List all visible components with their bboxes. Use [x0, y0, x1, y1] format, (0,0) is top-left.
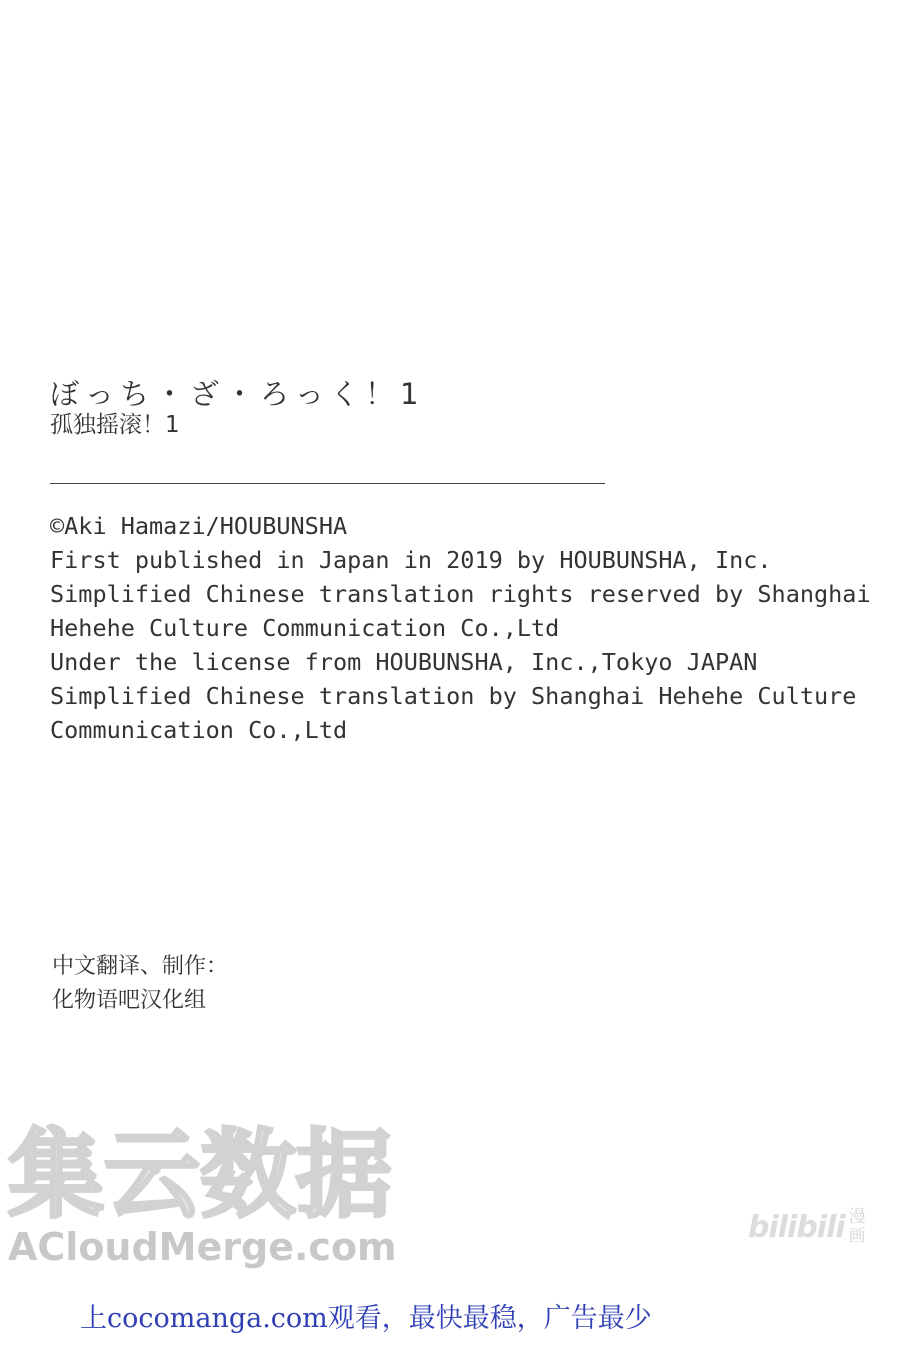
credit-line: Simplified Chinese translation rights reserved by Shanghai — [50, 580, 871, 608]
credit-line: Simplified Chinese translation by Shanghai Hehehe Culture — [50, 682, 857, 710]
credit-line: First published in Japan in 2019 by HOUBUNSHA, Inc. — [50, 546, 772, 574]
watermark-chinese: 集云数据 — [8, 1119, 392, 1231]
translator-group: 化物语吧汉化组 — [52, 988, 207, 1013]
title-japanese: ぼっち・ざ・ろっく！1 — [50, 377, 425, 411]
copyright-credits — [50, 509, 890, 747]
footer-site-notice[interactable]: 上cocomanga.com观看，最快最稳，广告最少 — [80, 1303, 652, 1334]
manhua-label — [849, 1208, 866, 1246]
watermark-english: ACloudMerge.com — [8, 1225, 397, 1269]
translator-label: 中文翻译、制作： — [52, 954, 229, 979]
credit-line: Hehehe Culture Communication Co.,Ltd — [50, 614, 560, 642]
bilibili-logo-text: bilibili — [748, 1209, 845, 1245]
translator-credit — [52, 950, 228, 1018]
credit-line: ©Aki Hamazi/HOUBUNSHA — [50, 512, 348, 540]
manhua-char: 漫 — [848, 1207, 866, 1227]
title-chinese: 孤独摇滚！1 — [50, 412, 180, 438]
acloudmerge-watermark — [8, 1119, 408, 1270]
credit-line: Under the license from HOUBUNSHA, Inc.,Tokyo JAPAN — [50, 648, 758, 676]
divider-line — [50, 483, 605, 484]
credit-line: Communication Co.,Ltd — [50, 716, 348, 744]
bilibili-manga-logo — [748, 1205, 870, 1249]
manhua-char: 画 — [848, 1226, 866, 1246]
